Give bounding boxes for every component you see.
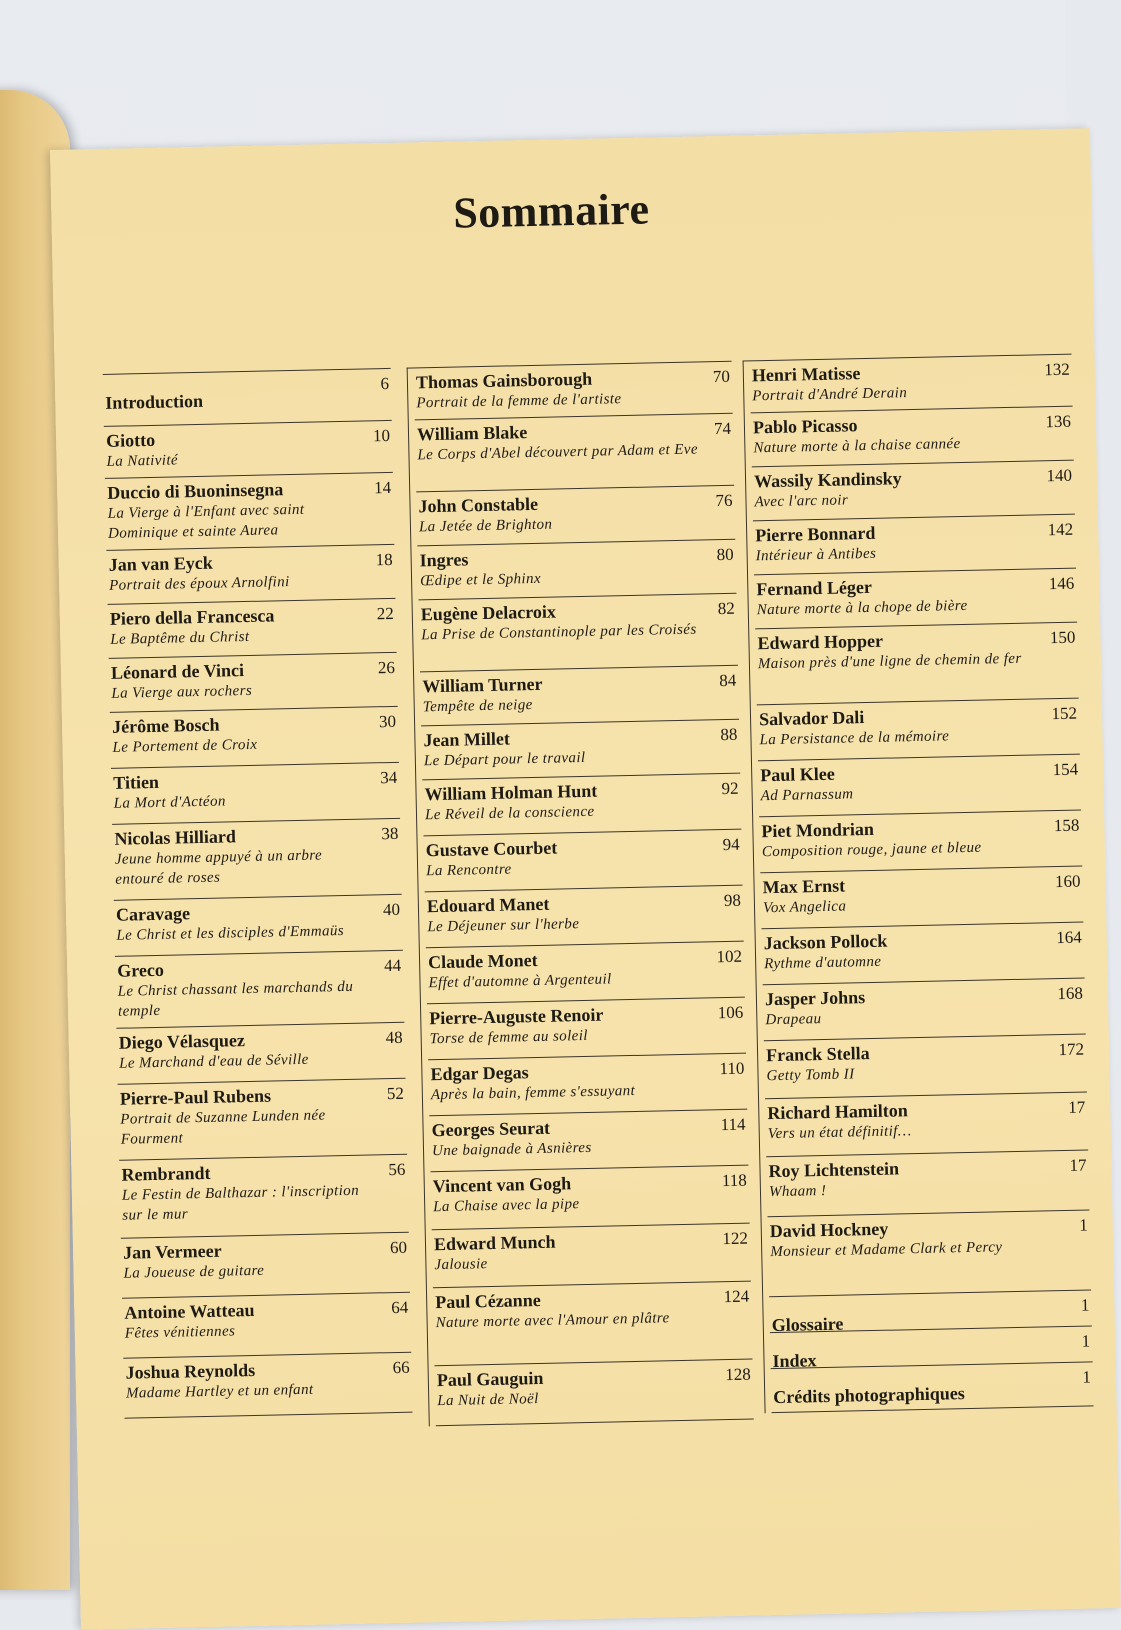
page-number: 6 bbox=[380, 373, 390, 394]
page-number: 146 bbox=[1048, 573, 1075, 594]
page-number: 94 bbox=[722, 834, 740, 855]
page-number: 1 bbox=[1081, 1331, 1091, 1351]
book-page bbox=[50, 128, 1121, 1629]
page-number: 1 bbox=[1079, 1215, 1088, 1235]
page-number: 76 bbox=[715, 490, 733, 511]
artwork-title: La Rencontre bbox=[426, 861, 512, 880]
artist-name: Greco bbox=[116, 959, 165, 981]
artist-name: Roy Lichtenstein bbox=[768, 1158, 900, 1182]
artist-name: Henri Matisse bbox=[751, 363, 861, 386]
artist-name: Edouard Manet bbox=[426, 893, 550, 917]
artwork-title: Le Baptême du Christ bbox=[110, 628, 250, 648]
artist-name: William Blake bbox=[416, 422, 528, 445]
page-number: 98 bbox=[723, 890, 742, 911]
toc-entry bbox=[433, 1282, 753, 1367]
artwork-title: La Vierge aux rochers bbox=[111, 682, 253, 702]
toc-entry bbox=[104, 421, 393, 479]
toc-entry bbox=[121, 1233, 410, 1299]
artwork-title: Vers un état définitif… bbox=[767, 1123, 912, 1143]
artist-name: Eugène Delacroix bbox=[420, 601, 557, 625]
artwork-title: Portrait de la femme de l'artiste bbox=[416, 391, 622, 412]
page-number: 34 bbox=[380, 767, 398, 788]
page-number: 92 bbox=[721, 778, 739, 799]
artwork-title: Le Christ et les disciples d'Emmaüs bbox=[116, 923, 345, 944]
page-number: 168 bbox=[1057, 983, 1084, 1004]
page-number: 1 bbox=[1080, 1295, 1090, 1315]
artist-name: Léonard de Vinci bbox=[110, 660, 245, 683]
artwork-title: La Prise de Constantinople par les Croisés bbox=[421, 621, 697, 644]
toc-entry bbox=[755, 623, 1079, 706]
artwork-title: Nature morte à la chope de bière bbox=[756, 597, 968, 619]
artist-name: Edgar Degas bbox=[430, 1062, 529, 1085]
toc-entry bbox=[764, 1035, 1087, 1100]
artist-name: David Hockney bbox=[769, 1218, 889, 1242]
toc-entry bbox=[108, 599, 397, 659]
page-number: 118 bbox=[721, 1170, 747, 1191]
toc-entry bbox=[417, 540, 736, 601]
artwork-title: La Nuit de Noël bbox=[437, 1391, 539, 1410]
artwork-title: Jeune homme appuyé à un arbre entouré de roses bbox=[114, 847, 323, 888]
page-number: 164 bbox=[1056, 927, 1082, 948]
artwork-title: Tempête de neige bbox=[422, 697, 533, 716]
toc-entry bbox=[119, 1155, 409, 1239]
page-number: 102 bbox=[716, 946, 743, 967]
artist-name: Jean Millet bbox=[423, 728, 511, 751]
artwork-title: La Persistance de la mémoire bbox=[759, 728, 950, 749]
artwork-title: Avec l'arc noir bbox=[754, 492, 849, 511]
page-number: 152 bbox=[1051, 703, 1078, 724]
toc-entry bbox=[771, 1362, 1094, 1413]
page-number: 17 bbox=[1068, 1097, 1086, 1117]
toc-entry bbox=[435, 1360, 754, 1427]
page-number: 132 bbox=[1044, 359, 1071, 380]
toc-entry bbox=[428, 1054, 747, 1117]
artist-name: Pierre Bonnard bbox=[755, 522, 876, 546]
page-number: 158 bbox=[1053, 815, 1080, 836]
toc-entry bbox=[766, 1150, 1089, 1217]
artwork-title: Maison près d'une ligne de chemin de fer bbox=[757, 650, 1022, 673]
toc-entry bbox=[768, 1210, 1092, 1297]
artist-name: Index bbox=[772, 1350, 817, 1372]
artist-name: Paul Cézanne bbox=[435, 1289, 541, 1313]
artist-name: Joshua Reynolds bbox=[125, 1359, 256, 1383]
toc-entry bbox=[758, 755, 1081, 818]
artwork-title: Whaam ! bbox=[768, 1182, 827, 1201]
artist-name: William Turner bbox=[422, 673, 543, 697]
toc-entry bbox=[415, 414, 734, 493]
artist-name: John Constable bbox=[418, 493, 539, 517]
artwork-title: Fêtes vénitiennes bbox=[124, 1323, 236, 1342]
page-number: 160 bbox=[1054, 871, 1081, 892]
artist-name: Wassily Kandinsky bbox=[753, 468, 902, 492]
page-number: 40 bbox=[382, 899, 401, 920]
toc-entry bbox=[122, 1293, 411, 1359]
toc-entry bbox=[103, 369, 392, 427]
toc-entry bbox=[419, 594, 738, 673]
toc-entry bbox=[111, 763, 400, 825]
page-number: 52 bbox=[386, 1083, 405, 1104]
toc-entry bbox=[114, 895, 403, 957]
artist-name: Antoine Watteau bbox=[124, 1299, 255, 1323]
page-number: 128 bbox=[725, 1364, 751, 1385]
page-number: 122 bbox=[722, 1228, 749, 1249]
page-number: 44 bbox=[383, 955, 402, 976]
artist-name: Claude Monet bbox=[427, 949, 538, 973]
toc-entry bbox=[115, 951, 404, 1029]
toc-entry bbox=[761, 923, 1084, 986]
artwork-title: Le Marchand d'eau de Séville bbox=[118, 1051, 309, 1072]
page-number: 172 bbox=[1058, 1039, 1085, 1060]
artist-name: Thomas Gainsborough bbox=[415, 368, 593, 393]
toc-entry bbox=[118, 1079, 408, 1161]
artist-name: Richard Hamilton bbox=[767, 1100, 909, 1124]
toc-entry bbox=[425, 886, 744, 949]
toc-column-1 bbox=[103, 368, 413, 1419]
artist-name: Titien bbox=[113, 771, 160, 793]
page-number: 26 bbox=[377, 657, 396, 678]
toc-entry bbox=[116, 1023, 405, 1085]
toc-entry bbox=[105, 473, 394, 551]
page-number: 88 bbox=[720, 724, 738, 745]
artwork-title: Vox Angelica bbox=[762, 898, 847, 917]
page-number: 30 bbox=[378, 711, 397, 732]
artist-name: Nicolas Hilliard bbox=[114, 826, 237, 849]
toc-entry bbox=[423, 830, 742, 893]
toc-entry bbox=[752, 461, 1075, 522]
artwork-title: Composition rouge, jaune et bleue bbox=[761, 839, 982, 861]
artist-name: Glossaire bbox=[771, 1313, 844, 1336]
page-number: 14 bbox=[373, 477, 392, 498]
artist-name: Jasper Johns bbox=[764, 987, 866, 1010]
page-number: 80 bbox=[716, 544, 734, 565]
toc-entry bbox=[416, 486, 735, 547]
artist-name: Pierre-Auguste Renoir bbox=[429, 1004, 604, 1029]
artist-name: Paul Klee bbox=[760, 763, 835, 786]
artist-name: Salvador Dali bbox=[758, 707, 865, 730]
toc-entry bbox=[763, 979, 1086, 1042]
toc-entry bbox=[109, 653, 398, 713]
artist-name: Georges Seurat bbox=[431, 1117, 551, 1141]
toc-entry bbox=[123, 1353, 412, 1419]
artwork-title: Portrait d'André Derain bbox=[752, 385, 908, 405]
artwork-title: La Jetée de Brighton bbox=[418, 516, 553, 536]
page-number: 136 bbox=[1045, 411, 1072, 432]
toc-entry bbox=[421, 720, 740, 781]
artwork-title: Monsieur et Madame Clark et Percy bbox=[770, 1239, 1003, 1261]
page-number: 150 bbox=[1049, 627, 1076, 648]
artwork-title: La Chaise avec la pipe bbox=[433, 1196, 580, 1216]
artwork-title: Le Christ chassant les marchands du temple bbox=[117, 978, 354, 1020]
artwork-title: Nature morte à la chaise cannée bbox=[753, 435, 961, 457]
toc-entry bbox=[430, 1166, 749, 1231]
artist-name: Gustave Courbet bbox=[425, 837, 558, 861]
toc-entry bbox=[414, 362, 733, 421]
toc-entry bbox=[751, 407, 1074, 468]
artist-name: William Holman Hunt bbox=[424, 780, 598, 805]
artwork-title: Le Portement de Croix bbox=[112, 736, 258, 756]
page-number: 154 bbox=[1052, 759, 1079, 780]
artist-name: Piet Mondrian bbox=[761, 818, 875, 842]
toc-entry bbox=[757, 699, 1080, 762]
page-number: 48 bbox=[385, 1027, 403, 1048]
artwork-title: Ad Parnassum bbox=[760, 786, 854, 805]
page-number: 10 bbox=[372, 425, 391, 446]
artwork-title: Une baignade à Asnières bbox=[431, 1139, 592, 1160]
page-number: 140 bbox=[1046, 465, 1073, 486]
artwork-title: Portrait des époux Arnolfini bbox=[108, 574, 290, 594]
page-number: 64 bbox=[391, 1297, 409, 1318]
artist-name: Vincent van Gogh bbox=[432, 1173, 572, 1197]
artist-name: Edward Munch bbox=[433, 1231, 556, 1255]
artist-name: Edward Hopper bbox=[757, 630, 884, 654]
artist-name: Duccio di Buoninsegna bbox=[106, 479, 284, 503]
toc-entry bbox=[753, 515, 1076, 576]
page-number: 142 bbox=[1047, 519, 1074, 540]
toc-entry bbox=[432, 1224, 751, 1289]
artwork-title: Effet d'automne à Argenteuil bbox=[428, 971, 612, 992]
artwork-title: La Mort d'Actéon bbox=[113, 793, 226, 812]
toc-entry bbox=[106, 545, 395, 605]
artist-name: Introduction bbox=[105, 390, 204, 413]
artwork-title: Le Départ pour le travail bbox=[423, 749, 586, 770]
toc-entry bbox=[759, 811, 1082, 874]
artist-name: Pierre-Paul Rubens bbox=[119, 1085, 272, 1109]
artist-name: Jan van Eyck bbox=[108, 552, 213, 575]
artist-name: Piero della Francesca bbox=[109, 605, 275, 629]
artist-name: Fernand Léger bbox=[756, 576, 873, 600]
artist-name: Diego Vélasquez bbox=[118, 1030, 246, 1053]
toc-entry bbox=[429, 1110, 748, 1173]
toc-column-2 bbox=[407, 361, 754, 1427]
artwork-title: Jalousie bbox=[434, 1256, 488, 1274]
page-number: 17 bbox=[1069, 1155, 1087, 1175]
page-number: 124 bbox=[723, 1286, 750, 1307]
artist-name: Jérôme Bosch bbox=[111, 714, 220, 737]
page-number: 66 bbox=[392, 1357, 410, 1378]
artwork-title: La Joueuse de guitare bbox=[123, 1262, 265, 1282]
toc-entry bbox=[760, 867, 1083, 930]
toc-entry bbox=[426, 942, 745, 1005]
page-number: 82 bbox=[717, 598, 735, 619]
artwork-title: Le Corps d'Abel découvert par Adam et Eve bbox=[417, 441, 699, 464]
artwork-title: Après la bain, femme s'essuyant bbox=[430, 1082, 636, 1104]
artwork-title: Intérieur à Antibes bbox=[755, 545, 877, 565]
artist-name: Franck Stella bbox=[765, 1043, 870, 1066]
toc-entry bbox=[754, 569, 1077, 630]
artist-name: Jan Vermeer bbox=[122, 1240, 222, 1263]
artwork-title: Nature morte avec l'Amour en plâtre bbox=[435, 1310, 670, 1332]
page-number: 18 bbox=[375, 549, 393, 570]
artwork-title: Rythme d'automne bbox=[764, 953, 882, 973]
page-number: 84 bbox=[719, 670, 737, 691]
artwork-title: Drapeau bbox=[765, 1011, 822, 1029]
artwork-title: La Nativité bbox=[106, 452, 179, 470]
page-number: 106 bbox=[717, 1002, 744, 1023]
artwork-title: Getty Tomb II bbox=[766, 1066, 855, 1085]
artwork-title: Portrait de Suzanne Lunden née Fourment bbox=[120, 1107, 326, 1148]
toc-column-3 bbox=[743, 354, 1094, 1414]
artwork-title: Torse de femme au soleil bbox=[429, 1027, 589, 1048]
toc-entry bbox=[112, 819, 402, 901]
artist-name: Jackson Pollock bbox=[763, 930, 888, 954]
page-number: 22 bbox=[376, 603, 394, 624]
toc-entry bbox=[765, 1092, 1088, 1157]
page-number: 74 bbox=[713, 418, 732, 439]
artwork-title: La Vierge à l'Enfant avec saint Dominique et sainte Aurea bbox=[107, 501, 305, 542]
page-number: 1 bbox=[1082, 1367, 1092, 1387]
artist-name: Caravage bbox=[115, 903, 191, 925]
toc-entry bbox=[750, 355, 1073, 414]
artwork-title: Madame Hartley et un enfant bbox=[125, 1381, 314, 1402]
artist-name: Giotto bbox=[105, 429, 156, 451]
page-number: 38 bbox=[381, 823, 399, 844]
artwork-title: Le Festin de Balthazar : l'inscription sur le mur bbox=[121, 1182, 360, 1224]
artist-name: Crédits photographiques bbox=[773, 1383, 965, 1408]
artist-name: Pablo Picasso bbox=[752, 415, 858, 438]
page-title: Sommaire bbox=[452, 184, 651, 238]
toc-entry bbox=[110, 707, 399, 769]
artist-name: Ingres bbox=[419, 549, 469, 571]
artwork-title: Œdipe et le Sphinx bbox=[419, 570, 542, 590]
page-number: 114 bbox=[720, 1114, 746, 1135]
artist-name: Rembrandt bbox=[121, 1162, 211, 1185]
toc-entry bbox=[420, 666, 739, 727]
page-number: 110 bbox=[719, 1058, 745, 1079]
artwork-title: Le Réveil de la conscience bbox=[424, 803, 595, 824]
toc-entry bbox=[427, 998, 746, 1061]
page-number: 70 bbox=[712, 366, 731, 387]
page-number: 56 bbox=[388, 1159, 406, 1180]
artwork-title: Le Déjeuner sur l'herbe bbox=[427, 916, 580, 936]
toc-entry bbox=[422, 774, 741, 837]
page-number: 60 bbox=[389, 1237, 408, 1258]
artist-name: Paul Gauguin bbox=[436, 1367, 544, 1391]
artist-name: Max Ernst bbox=[762, 875, 846, 898]
